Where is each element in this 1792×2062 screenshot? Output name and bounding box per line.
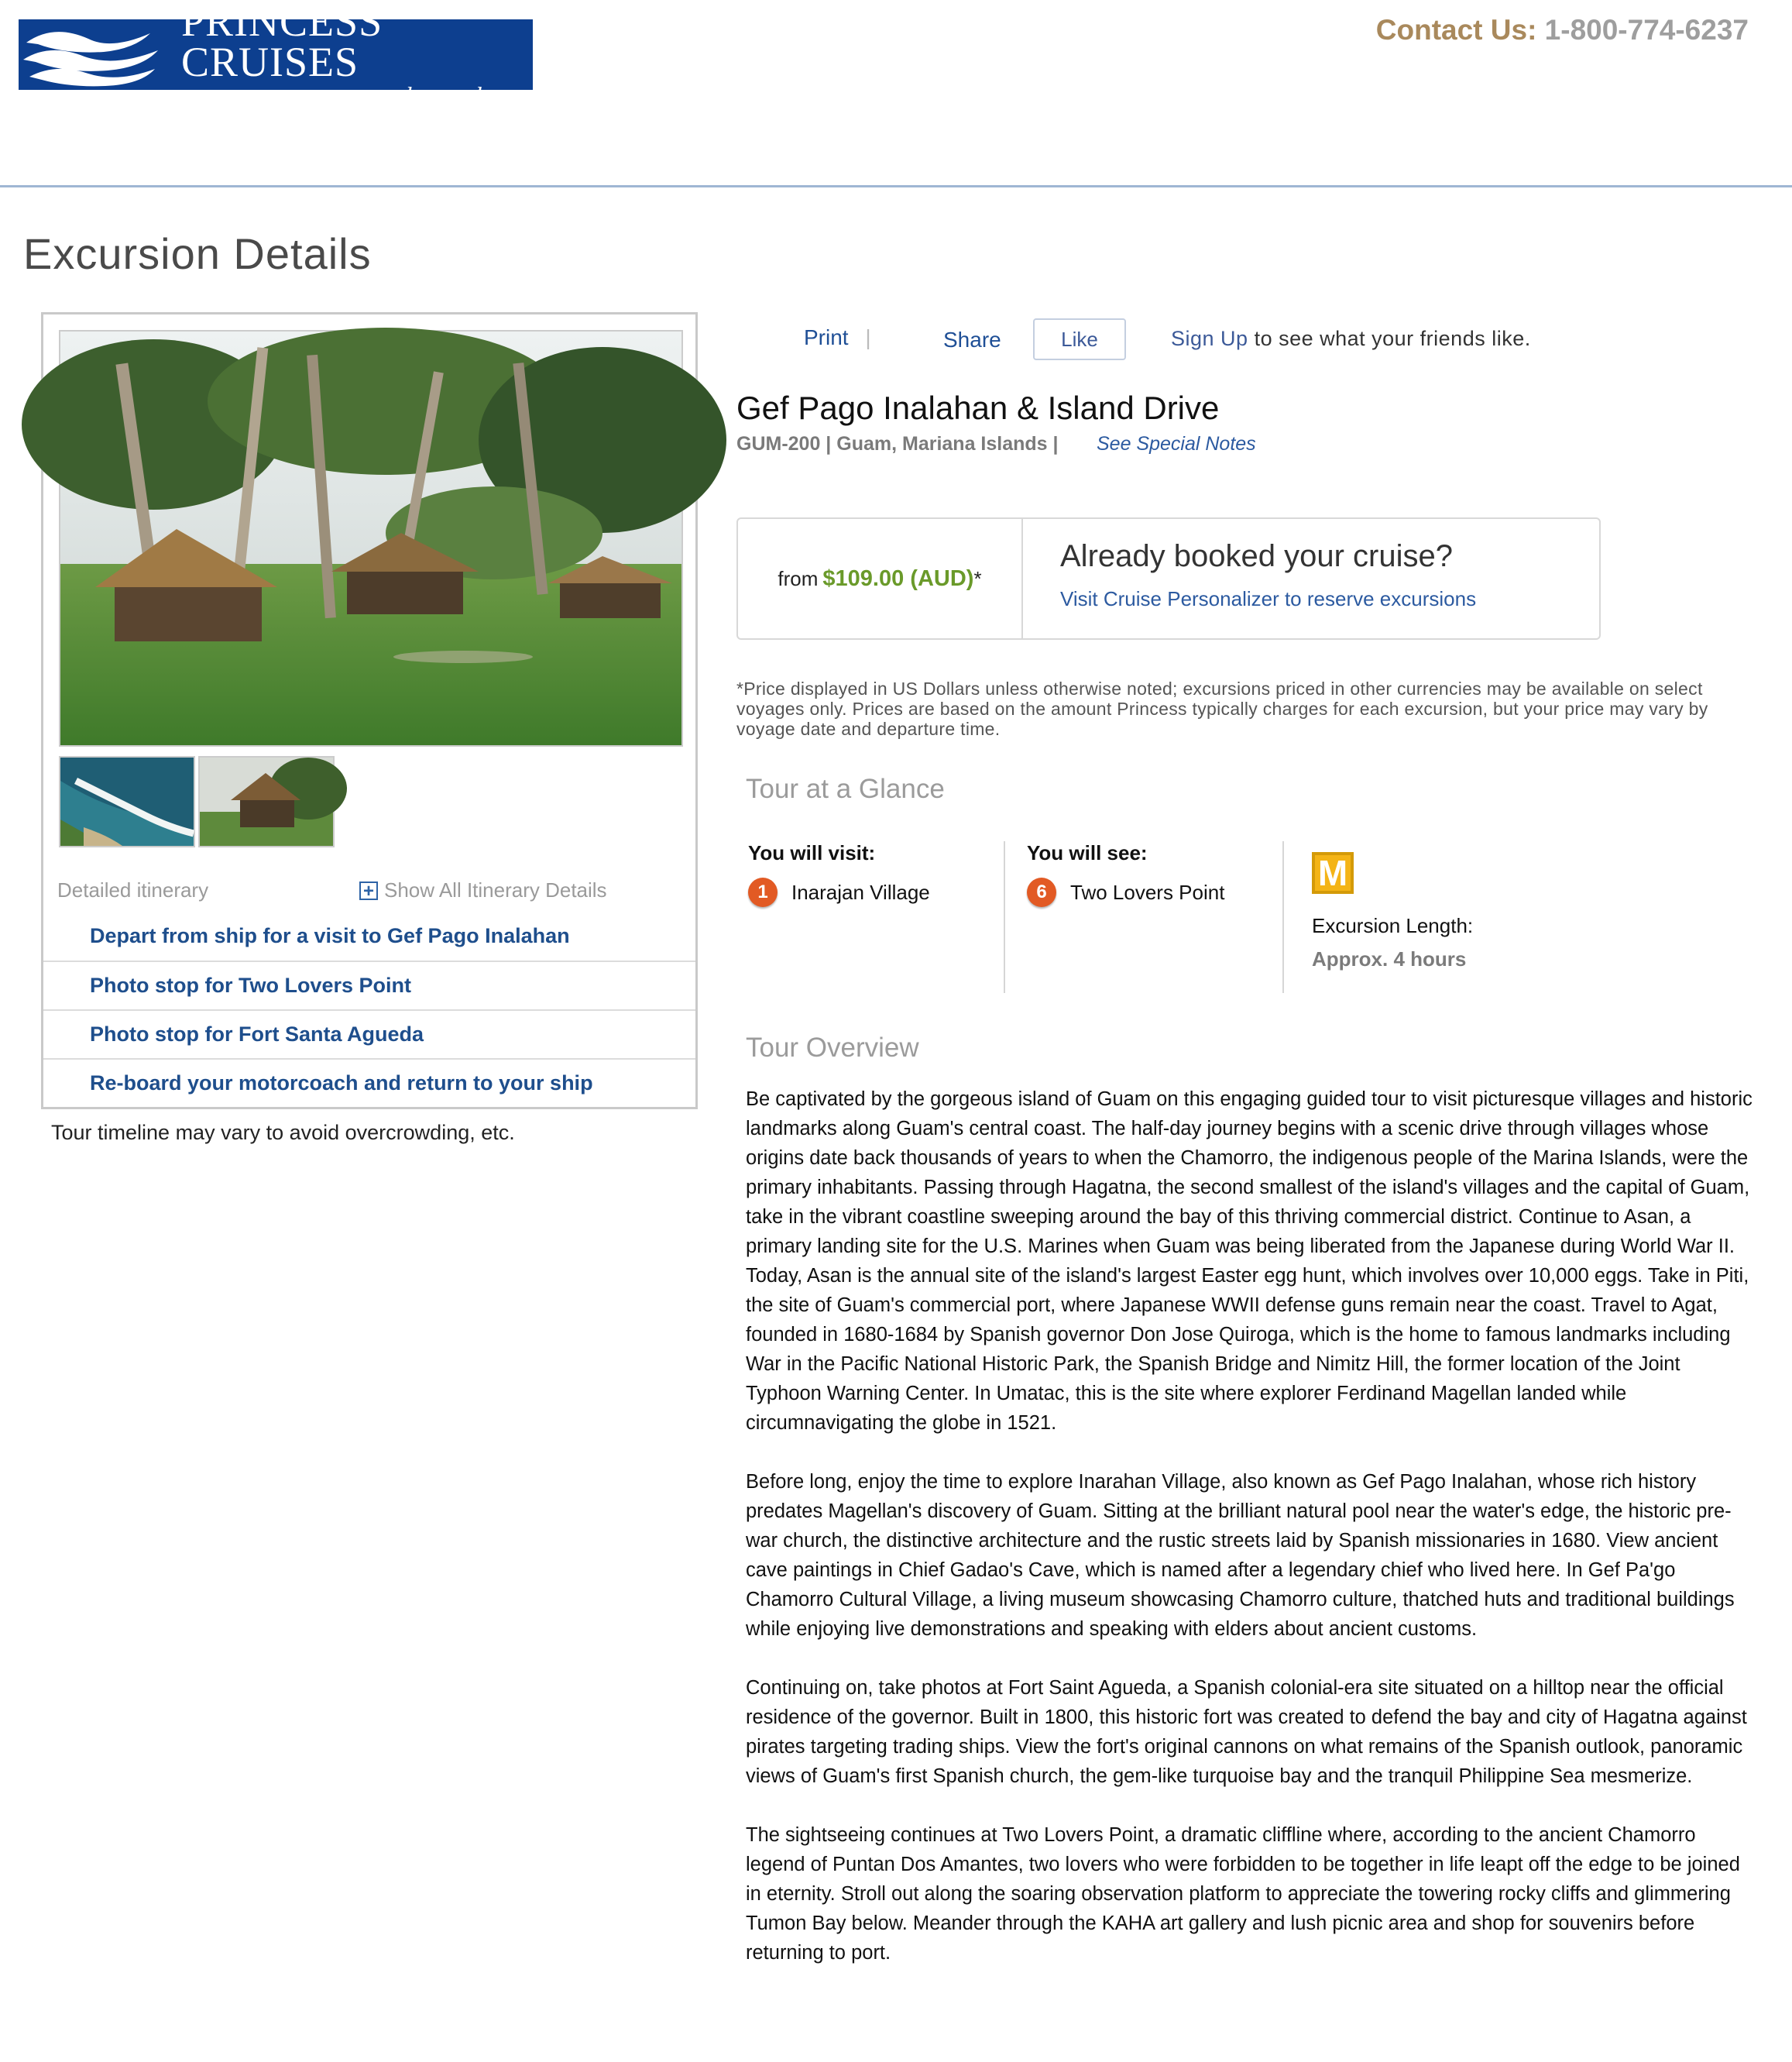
share-link[interactable]: Share xyxy=(943,328,1001,352)
page-title: Excursion Details xyxy=(23,229,372,278)
price-value: $109.00 (AUD) xyxy=(822,565,974,591)
village-photo-image xyxy=(60,332,681,745)
contact-label: Contact Us: xyxy=(1375,14,1537,46)
main-excursion-photo[interactable] xyxy=(59,330,683,747)
special-notes-link[interactable]: See Special Notes xyxy=(1097,433,1256,455)
wave-logo-icon xyxy=(19,19,166,90)
excursion-length-label: Excursion Length: xyxy=(1312,914,1474,937)
logo-tagline: escape completely xyxy=(184,81,510,109)
thumbnail-hut[interactable] xyxy=(198,756,335,847)
you-will-visit-column xyxy=(748,841,1005,993)
tour-title: Gef Pago Inalahan & Island Drive xyxy=(736,390,1220,426)
itinerary-item[interactable]: Depart from ship for a visit to Gef Pago Inalahan xyxy=(90,924,570,947)
show-all-label: Show All Itinerary Details xyxy=(384,878,607,902)
tour-at-a-glance-heading: Tour at a Glance xyxy=(746,774,945,804)
tour-overview-heading: Tour Overview xyxy=(746,1033,919,1063)
you-will-visit-label: You will visit: xyxy=(748,841,876,864)
signup-text: to see what your friends like. xyxy=(1248,327,1531,350)
see-item-label: Two Lovers Point xyxy=(1070,880,1225,904)
overview-paragraph: The sightseeing continues at Two Lovers Point, a dramatic cliffline where, according to the ancient Chamorro legend of Puntan Dos Amantes, two lovers who were forbidden to be together in life leapt off the edge to be joined in eternity. Stroll out along the soaring observation platform to appreciate the towering rocky cliffs and glimmering Tumon Bay below. Meander through the KAHA art gallery and lush picnic area and shop for souvenirs before returning to port. xyxy=(746,1824,1740,1964)
price-box xyxy=(736,517,1601,640)
logo-title: PRINCESS CRUISES xyxy=(181,0,383,85)
header-divider xyxy=(0,185,1792,187)
visit-item[interactable] xyxy=(748,878,1004,907)
expand-plus-icon: + xyxy=(359,882,378,900)
overview-paragraph: Be captivated by the gorgeous island of Guam on this engaging guided tour to visit picturesque villages and historic landmarks along Guam's central coast. The half-day journey begins with a scenic drive through villages whose origins date back thousands of years to when the Chamorro, the indigenous people of the Marina Islands, were the primary inhabitants. Passing through Hagatna, the second smallest of the island's villages and the capital of Guam, take in the vibrant coastline sweeping around the bay of this thriving commercial district. Continue to Asan, a primary landing site for the U.S. Marines when Guam was being liberated from the Japanese during World War II. Today, Asan is the annual site of the island's largest Easter egg hunt, which involves over 10,000 eggs. Take in Piti, the site of Guam's commercial port, where Japanese WWII defense guns remain near the coast. Travel to Agat, founded in 1680-1684 by Spanish governor Don Jose Quiroga, which is the home to famous landmarks including War in the Pacific National Historic Park, the Spanish Bridge and Nimitz Hill, the former location of the Joint Typhoon Warning Center. In Umatac, this is the site where explorer Ferdinand Magellan landed while circumnavigating the globe in 1521. xyxy=(746,1088,1753,1434)
facebook-like-button[interactable]: Like xyxy=(1033,318,1126,360)
itinerary-list xyxy=(43,912,695,1107)
see-item[interactable] xyxy=(1027,878,1282,907)
price-display xyxy=(738,519,1023,638)
already-booked-title: Already booked your cruise? xyxy=(1060,539,1453,573)
print-link[interactable]: Print xyxy=(804,325,849,349)
logo-wordmark xyxy=(181,2,533,108)
you-will-see-label: You will see: xyxy=(1027,841,1148,864)
price-from-label: from xyxy=(778,566,819,590)
activity-level-m-icon: M xyxy=(1312,852,1354,894)
princess-cruises-logo[interactable] xyxy=(19,0,533,109)
overview-paragraph: Before long, enjoy the time to explore Inarahan Village, also known as Gef Pago Inalahan, whose rich history predates Magellan's discovery of Guam. Sitting at the brilliant natural pool near the water's edge, the historic pre-war church, the distinctive architecture and the rustic streets laid by Spanish missionaries in 1680. View ancient cave paintings in Chief Gadao's Cave, which is named after a legendary chief who lived here. In Gef Pa'go Chamorro Cultural Village, a living museum showcasing Chamorro culture, thatched huts and traditional buildings while enjoying live demonstrations and speaking with elders about ancient customs. xyxy=(746,1471,1735,1640)
print-link-group xyxy=(804,325,871,350)
itinerary-item[interactable]: Photo stop for Two Lovers Point xyxy=(43,961,695,1009)
cruise-personalizer-link[interactable]: Visit Cruise Personalizer to reserve excursions xyxy=(1060,587,1477,610)
price-asterisk: * xyxy=(973,566,982,590)
show-all-itinerary-button[interactable] xyxy=(359,878,607,902)
contact-us xyxy=(1376,14,1749,46)
map-marker-icon: 6 xyxy=(1027,878,1056,907)
itinerary-item[interactable]: Re-board your motorcoach and return to your ship xyxy=(43,1058,695,1107)
map-marker-icon: 1 xyxy=(748,878,778,907)
excursion-gallery xyxy=(41,312,698,1109)
tour-code-location: GUM-200 | Guam, Mariana Islands | xyxy=(736,433,1059,455)
signup-link[interactable]: Sign Up xyxy=(1171,327,1248,350)
contact-phone[interactable]: 1-800-774-6237 xyxy=(1544,14,1749,46)
coast-photo-image xyxy=(60,758,194,846)
itinerary-item[interactable]: Photo stop for Fort Santa Agueda xyxy=(43,1009,695,1058)
price-disclaimer: *Price displayed in US Dollars unless otherwise noted; excursions priced in other currencies may be available on select voyages only. Prices are based on the amount Princess typically charges for each excursion, but your price may vary by voyage date and departure time. xyxy=(736,679,1708,739)
tour-overview-text xyxy=(746,1084,1756,1997)
detailed-itinerary-label: Detailed itinerary xyxy=(57,878,209,902)
hut-photo-image xyxy=(200,758,333,846)
visit-item-label: Inarajan Village xyxy=(791,880,930,904)
toolbar-separator: | xyxy=(865,325,871,349)
social-signup-text xyxy=(1171,327,1531,351)
excursion-length-column xyxy=(1312,841,1567,993)
timeline-note: Tour timeline may vary to avoid overcrowding, etc. xyxy=(51,1121,515,1144)
overview-paragraph: Continuing on, take photos at Fort Saint Agueda, a Spanish colonial-era site situated on a hilltop near the official residence of the governor. Built in 1800, this historic fort was created to defend the bay and city of Hagatna against pirates targeting trading ships. View the fort's original cannons on what remains of the Spanish outlook, panoramic views of Guam's first Spanish church, the gem-like turquoise bay and the tranquil Philippine Sea mesmerize. xyxy=(746,1677,1747,1787)
excursion-length-value: Approx. 4 hours xyxy=(1312,947,1467,971)
thumbnail-coast[interactable] xyxy=(59,756,195,847)
you-will-see-column xyxy=(1027,841,1284,993)
